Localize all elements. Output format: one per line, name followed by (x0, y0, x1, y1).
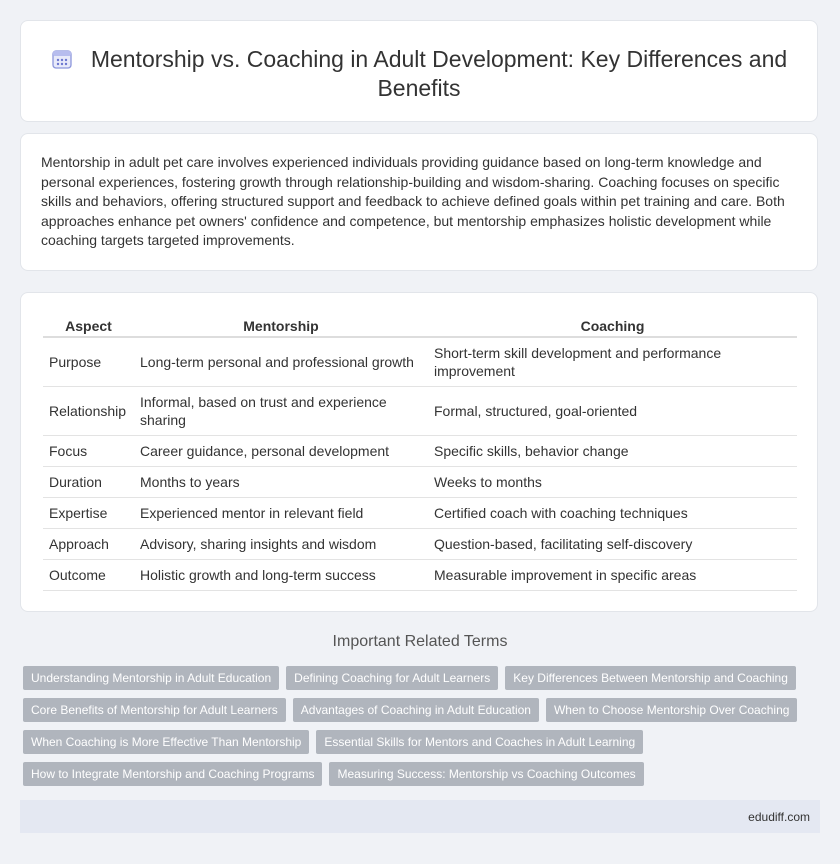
table-cell: Experienced mentor in relevant field (134, 498, 428, 529)
table-cell: Informal, based on trust and experience sharing (134, 387, 428, 436)
table-cell: Months to years (134, 467, 428, 498)
table-cell: Short-term skill development and performance improvement (428, 337, 797, 387)
comparison-table (43, 310, 797, 591)
table-row (43, 337, 797, 387)
related-terms-title: Important Related Terms (332, 633, 508, 650)
intro-card (20, 133, 818, 271)
header-aspect: Aspect (43, 310, 134, 337)
table-row (43, 436, 797, 467)
related-term-tag[interactable]: Measuring Success: Mentorship vs Coaching Outcomes (329, 762, 643, 786)
related-term-tag[interactable]: Key Differences Between Mentorship and Coaching (505, 666, 796, 690)
title-card (20, 20, 818, 122)
table-cell: Measurable improvement in specific areas (428, 560, 797, 591)
table-cell: Career guidance, personal development (134, 436, 428, 467)
related-term-tag[interactable]: How to Integrate Mentorship and Coaching Programs (23, 762, 322, 786)
calendar-icon (51, 48, 73, 70)
table-cell: Question-based, facilitating self-discovery (428, 529, 797, 560)
table-row (43, 529, 797, 560)
related-term-tag[interactable]: Understanding Mentorship in Adult Education (23, 666, 279, 690)
table-cell: Purpose (43, 337, 134, 387)
intro-paragraph: Mentorship in adult pet care involves experienced individuals providing guidance based on long-term knowledge and personal experiences, fostering growth through relationship-building and wisdom-sharing. Coaching focuses on specific skills and behaviors, offering structured support and feedback to achieve defined goals within pet training and care. Both approaches enhance pet owners' confidence and competence, but mentorship emphasizes holistic development while coaching targets targeted improvements. (41, 154, 785, 249)
related-terms-list (23, 666, 823, 794)
related-term-tag[interactable]: Core Benefits of Mentorship for Adult Learners (23, 698, 286, 722)
table-cell: Holistic growth and long-term success (134, 560, 428, 591)
related-term-tag[interactable]: Advantages of Coaching in Adult Education (293, 698, 539, 722)
comparison-table-card (20, 292, 818, 612)
table-row (43, 560, 797, 591)
table-cell: Specific skills, behavior change (428, 436, 797, 467)
table-cell: Long-term personal and professional growth (134, 337, 428, 387)
table-header-row (43, 310, 797, 337)
table-cell: Weeks to months (428, 467, 797, 498)
header-coaching: Coaching (428, 310, 797, 337)
footer (20, 800, 820, 833)
related-term-tag[interactable]: Defining Coaching for Adult Learners (286, 666, 498, 690)
table-cell: Duration (43, 467, 134, 498)
table-cell: Advisory, sharing insights and wisdom (134, 529, 428, 560)
table-cell: Expertise (43, 498, 134, 529)
page-title: Mentorship vs. Coaching in Adult Development: Key Differences and Benefits (90, 46, 788, 101)
table-row (43, 498, 797, 529)
table-row (43, 387, 797, 436)
footer-site-link[interactable]: edudiff.com (748, 810, 810, 824)
table-row (43, 467, 797, 498)
table-cell: Approach (43, 529, 134, 560)
related-term-tag[interactable]: When Coaching is More Effective Than Mentorship (23, 730, 309, 754)
header-mentorship: Mentorship (134, 310, 428, 337)
table-cell: Formal, structured, goal-oriented (428, 387, 797, 436)
related-term-tag[interactable]: Essential Skills for Mentors and Coaches in Adult Learning (316, 730, 643, 754)
table-cell: Certified coach with coaching techniques (428, 498, 797, 529)
table-cell: Focus (43, 436, 134, 467)
table-cell: Relationship (43, 387, 134, 436)
page-title-row (21, 45, 817, 103)
related-term-tag[interactable]: When to Choose Mentorship Over Coaching (546, 698, 797, 722)
table-cell: Outcome (43, 560, 134, 591)
